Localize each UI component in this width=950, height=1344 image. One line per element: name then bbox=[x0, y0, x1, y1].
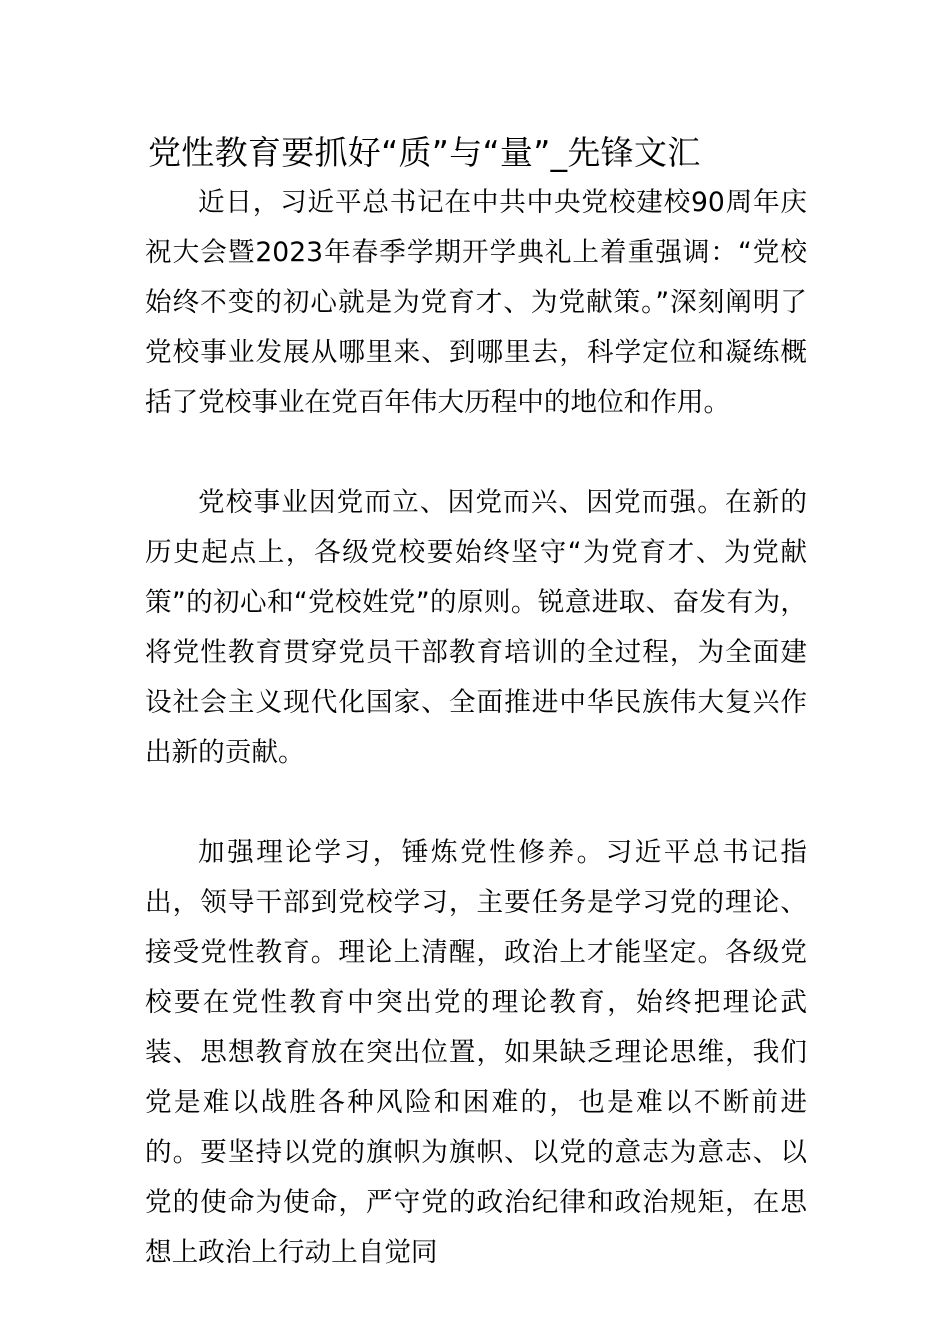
document-body bbox=[145, 178, 807, 1278]
paragraph-3: 加强理论学习，锤炼党性修养。习近平总书记指出，领导干部到党校学习，主要任务是学习党的理论、接受党性教育。理论上清醒，政治上才能坚定。各级党校要在党性教育中突出党的理论教育，始终把理论武装、思想教育放在突出位置，如果缺乏理论思维，我们党是难以战胜各种风险和困难的，也是难以不断前进的。要坚持以党的旗帜为旗帜、以党的意志为意志、以党的使命为使命，严守党的政治纪律和政治规矩，在思想上政治上行动上自觉同 bbox=[145, 837, 807, 1268]
paragraph-2: 党校事业因党而立、因党而兴、因党而强。在新的历史起点上，各级党校要始终坚守“为党育才、为党献策”的初心和“党校姓党”的原则。锐意进取、奋发有为，将党性教育贯穿党员干部教育培训的全过程，为全面建设社会主义现代化国家、全面推进中华民族伟大复兴作出新的贡献。 bbox=[145, 487, 807, 768]
document-title: 党性教育要抓好“质”与“量”_先锋文汇 bbox=[148, 133, 701, 172]
paragraph-1: 近日，习近平总书记在中共中央党校建校90周年庆祝大会暨2023年春季学期开学典礼上着重强调：“党校始终不变的初心就是为党育才、为党献策。”深刻阐明了党校事业发展从哪里来、到哪里去，科学定位和凝练概括了党校事业在党百年伟大历程中的地位和作用。 bbox=[145, 187, 807, 418]
